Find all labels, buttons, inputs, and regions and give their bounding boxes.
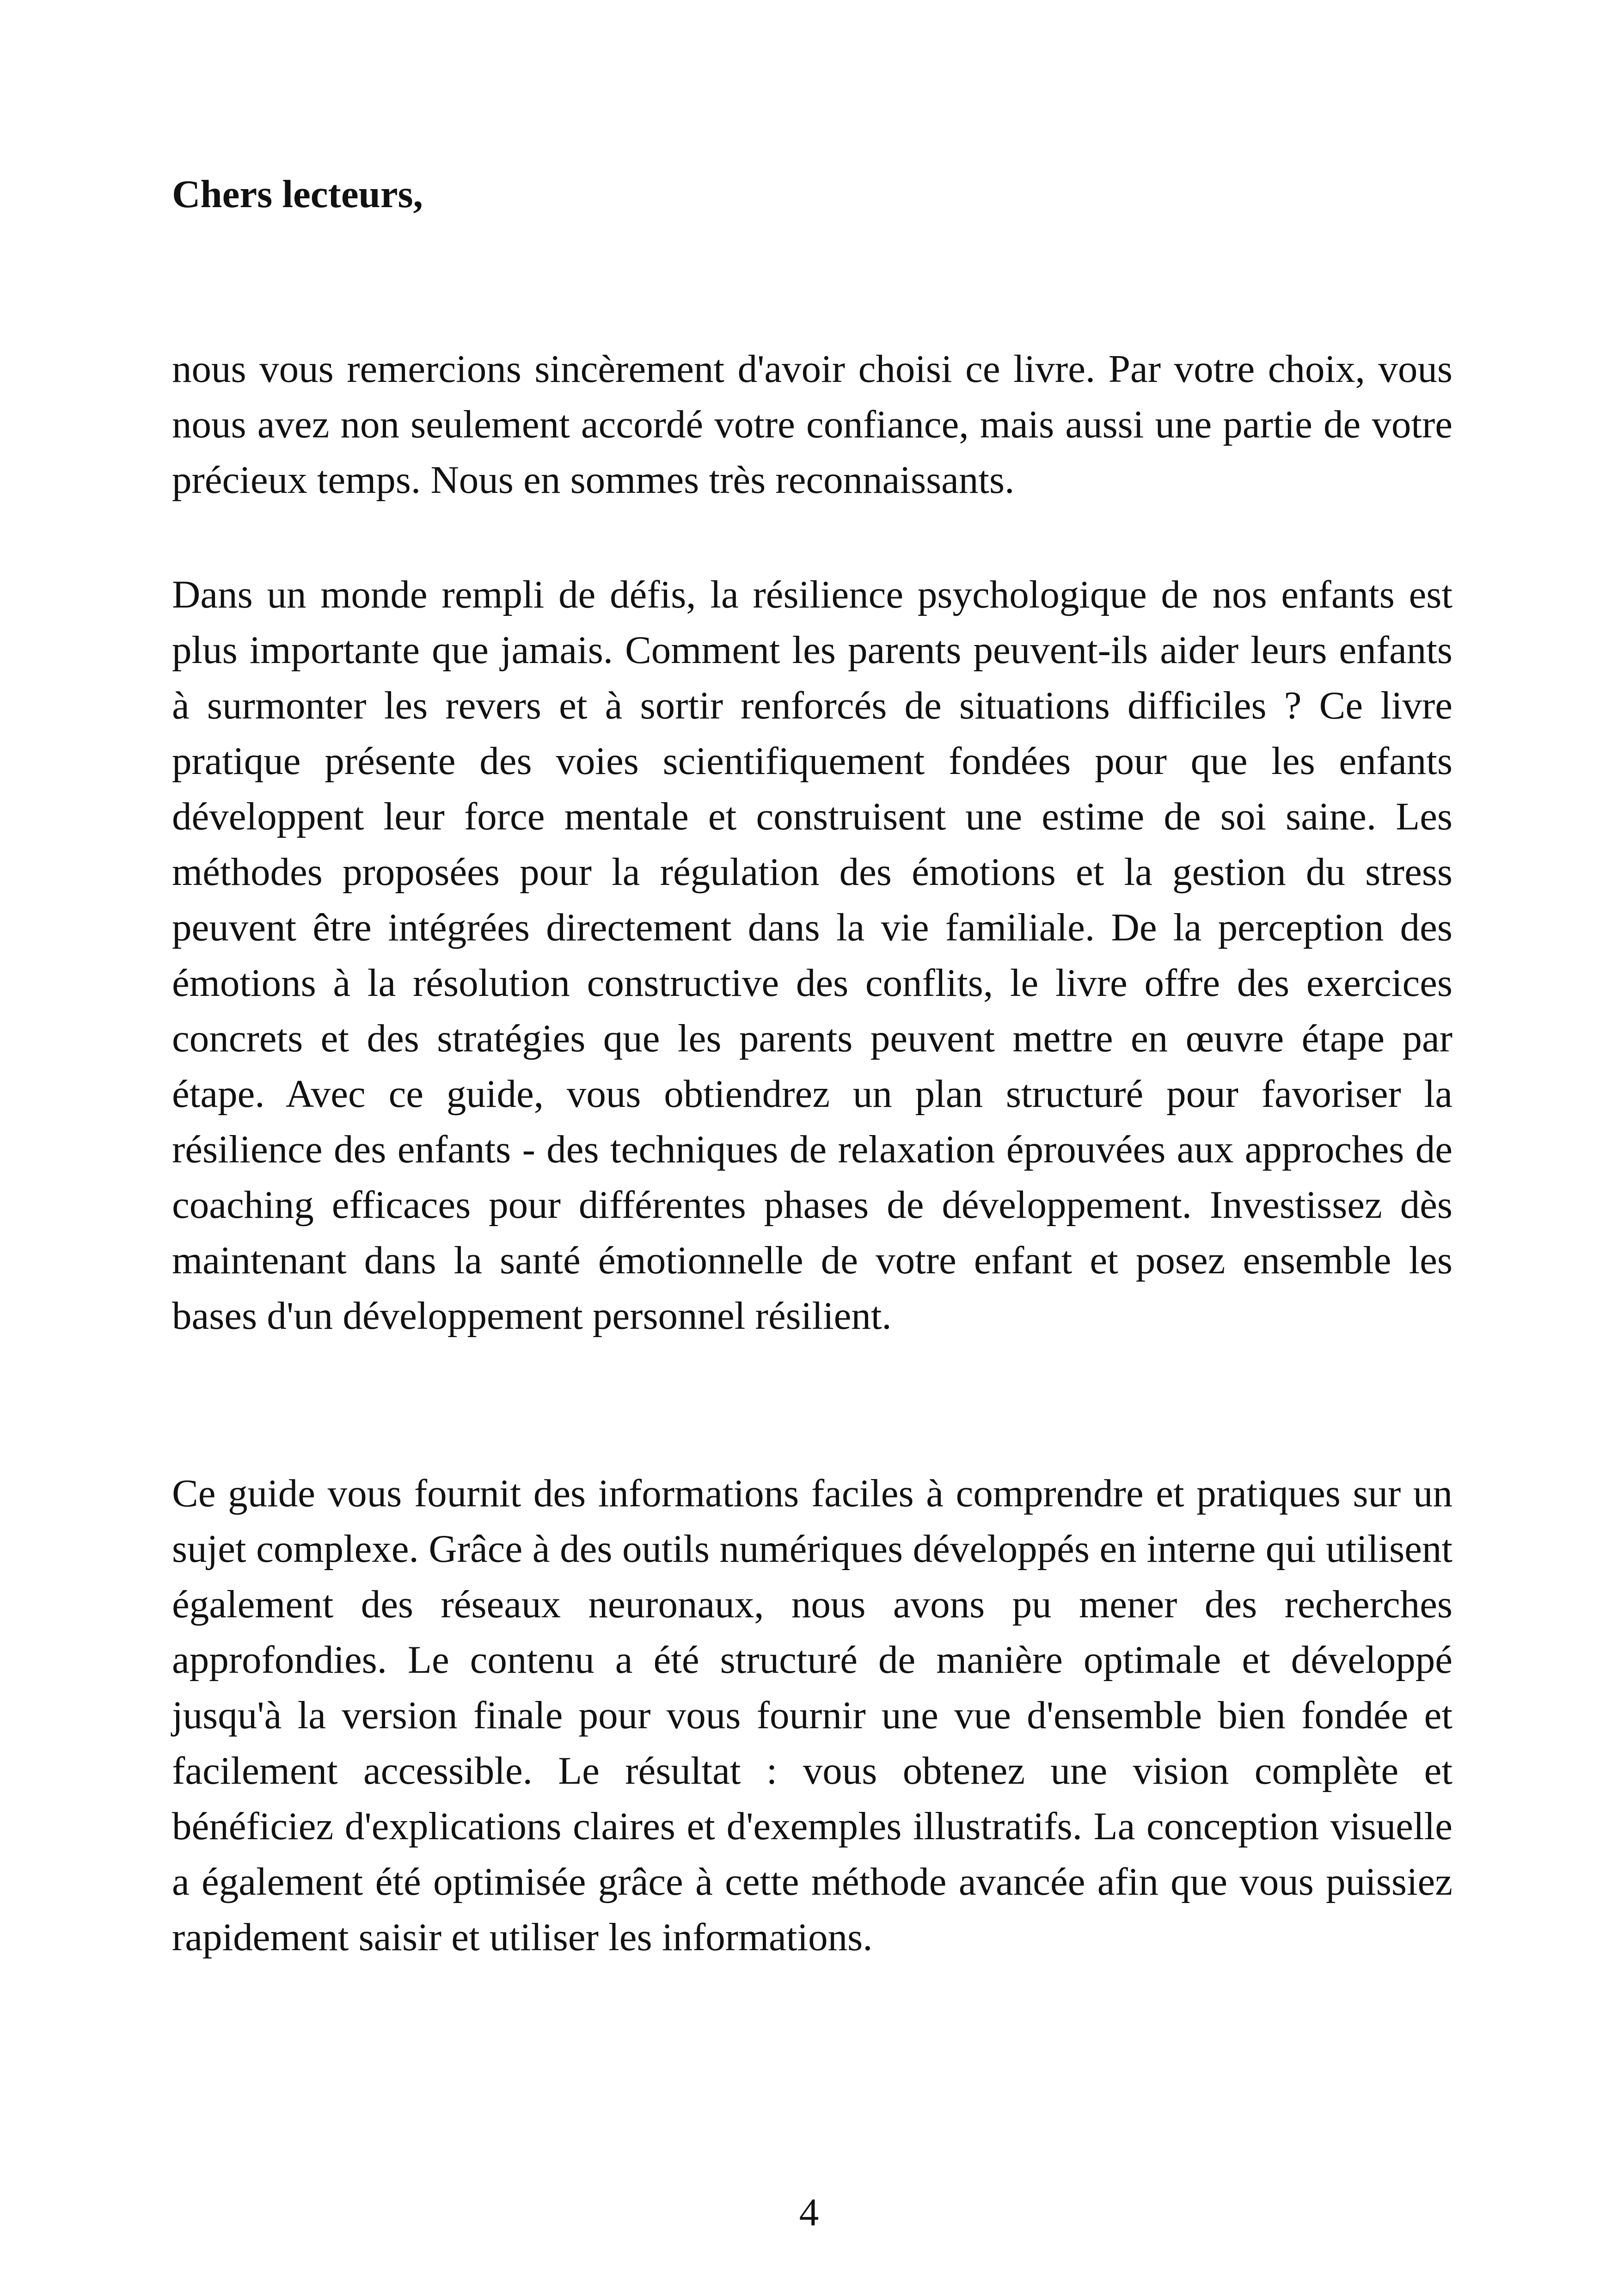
greeting-heading: Chers lecteurs, [172, 172, 423, 216]
page-number: 4 [799, 2191, 819, 2234]
paragraph-guide-method: Ce guide vous fournit des informations faciles à comprendre et pratiques sur un sujet complexe. Grâce à des outils numériques développés en interne qui utilisent également des réseaux neuronaux, nous avons pu mener des recherches approfondies. Le contenu a été structuré de manière optimale et développé jusqu'à la version finale pour vous fournir une vue d'ensemble bien fondée et facilement accessible. Le résultat : vous obtenez une vision complète et bénéficiez d'explications claires et d'exemples illustratifs. La conception visuelle a également été optimisée grâce à cette méthode avancée afin que vous puissiez rapidement saisir et utiliser les informations. [172, 1472, 1453, 1959]
paragraph-thanks: nous vous remercions sincèrement d'avoir choisi ce livre. Par votre choix, vous nous avez non seulement accordé votre confiance, mais aussi une partie de votre précieux temps. Nous en sommes très reconnaissants. [172, 347, 1453, 502]
paragraph-book-description: Dans un monde rempli de défis, la résilience psychologique de nos enfants est plus importante que jamais. Comment les parents peuvent-ils aider leurs enfants à surmonter les revers et à sortir renforcés de situations difficiles ? Ce livre pratique présente des voies scientifiquement fondées pour que les enfants développent leur force mentale et construisent une estime de soi saine. Les méthodes proposées pour la régulation des émotions et la gestion du stress peuvent être intégrées directement dans la vie familiale. De la perception des émotions à la résolution constructive des conflits, le livre offre des exercices concrets et des stratégies que les parents peuvent mettre en œuvre étape par étape. Avec ce guide, vous obtiendrez un plan structuré pour favoriser la résilience des enfants - des techniques de relaxation éprouvées aux approches de coaching efficaces pour différentes phases de développement. Investissez dès maintenant dans la santé émotionnelle de votre enfant et posez ensemble les bases d'un développement personnel résilient. [172, 573, 1453, 1338]
